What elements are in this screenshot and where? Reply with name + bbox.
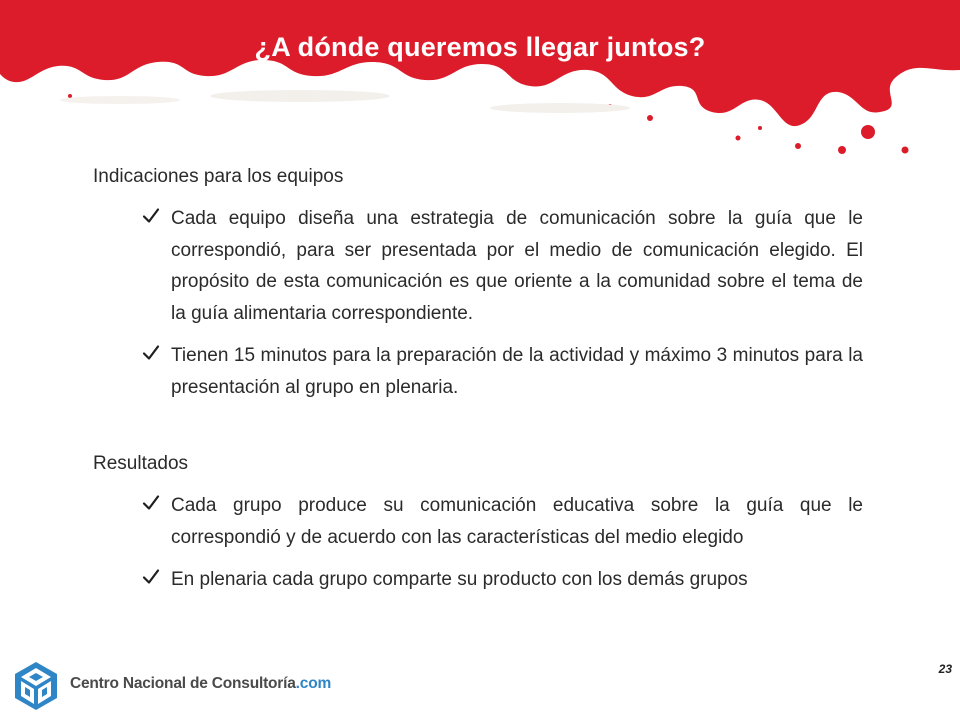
indicaciones-list bbox=[93, 203, 863, 403]
checkmark-icon bbox=[141, 493, 161, 513]
page-number: 23 bbox=[938, 662, 952, 676]
logo-suffix: .com bbox=[295, 675, 332, 692]
list-item-text: Tienen 15 minutos para la preparación de la actividad y máximo 3 minutos para la presentación al grupo en plenaria. bbox=[171, 345, 863, 398]
checkmark-icon bbox=[141, 206, 161, 226]
list-item bbox=[171, 340, 863, 403]
checkmark-icon bbox=[141, 343, 161, 363]
resultados-list bbox=[93, 490, 863, 596]
list-item bbox=[171, 203, 863, 329]
checkmark-icon bbox=[141, 567, 161, 587]
list-item-text: Cada equipo diseña una estrategia de comunicación sobre la guía que le correspondió, para ser presentada por el medio de comunicación elegido. El propósito de esta comunicación es que oriente a la comunidad sobre el tema de la guía alimentaria correspondiente. bbox=[171, 208, 863, 324]
list-item-text: En plenaria cada grupo comparte su producto con los demás grupos bbox=[171, 569, 748, 590]
section-heading-resultados: Resultados bbox=[93, 453, 189, 474]
list-item bbox=[171, 490, 863, 553]
logo-name: Centro Nacional de Consultoría bbox=[70, 675, 296, 692]
logo-wordmark bbox=[70, 675, 331, 693]
list-item bbox=[171, 564, 863, 596]
company-logo bbox=[12, 656, 332, 716]
slide-content bbox=[93, 163, 863, 607]
section-heading-indicaciones: Indicaciones para los equipos bbox=[93, 166, 344, 187]
slide-title: ¿A dónde queremos llegar juntos? bbox=[254, 32, 706, 62]
cube-logo-icon bbox=[12, 660, 60, 712]
list-item-text: Cada grupo produce su comunicación educativa sobre la guía que le correspondió y de acuerdo con las características del medio elegido bbox=[171, 495, 863, 548]
